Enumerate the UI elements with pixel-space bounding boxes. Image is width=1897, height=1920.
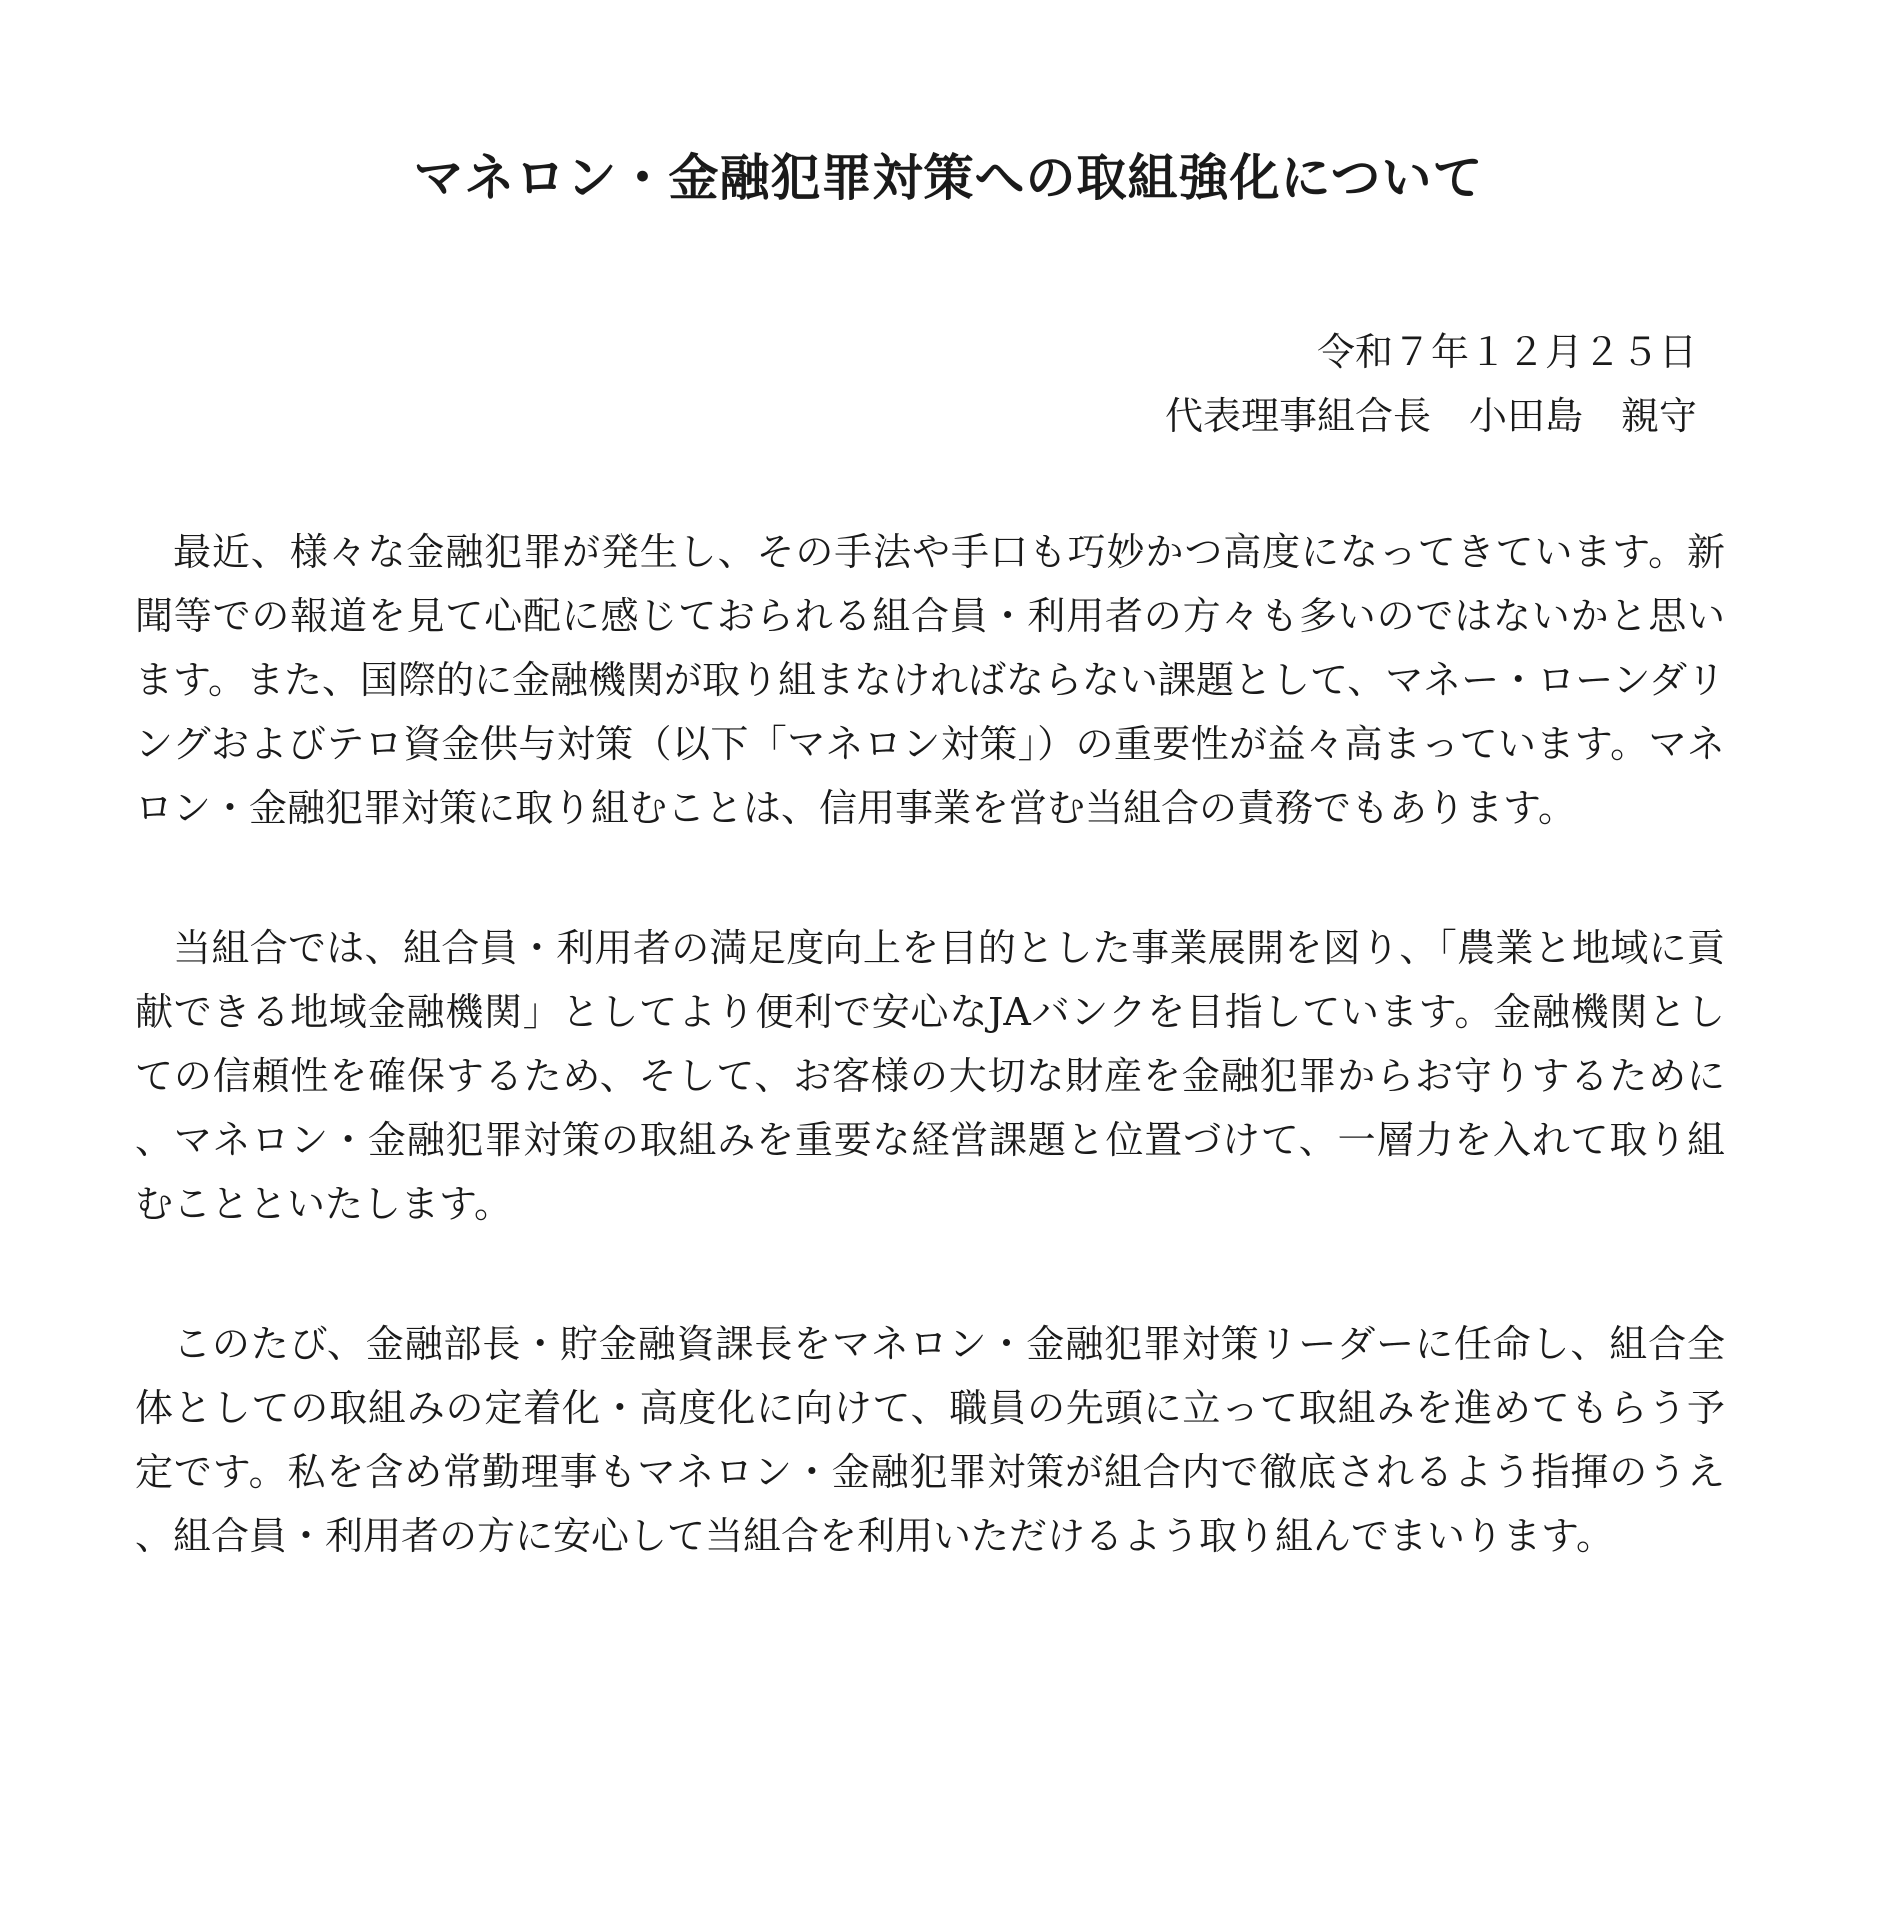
- paragraph-1: 最近、様々な金融犯罪が発生し、その手法や手口も巧妙かつ高度になってきています。新聞等での報道を見て心配に感じておられる組合員・利用者の方々も多いのではないかと思います。また、国際的に金融機関が取り組まなければならない課題として、マネー・ローンダリングおよびテロ資金供与対策（以下「マネロン対策」）の重要性が益々高まっています。マネロン・金融犯罪対策に取り組むことは、信用事業を営む当組合の責務でもあります。: [135, 530, 1725, 830]
- document-signatory: 代表理事組合長 小田島 親守: [1164, 394, 1697, 438]
- paragraph-3: このたび、金融部長・貯金融資課長をマネロン・金融犯罪対策リーダーに任命し、組合全体としての取組みの定着化・高度化に向けて、職員の先頭に立って取組みを進めてもらう予定です。私を含め常勤理事もマネロン・金融犯罪対策が組合内で徹底されるよう指揮のうえ、組合員・利用者の方に安心して当組合を利用いただけるよう取り組んでまいります。: [135, 1322, 1725, 1558]
- document-title: マネロン・金融犯罪対策への取組強化について: [413, 149, 1484, 207]
- document-body: [135, 520, 1725, 1644]
- paragraph-2: 当組合では、組合員・利用者の満足度向上を目的とした事業展開を図り、「農業と地域に貢献できる地域金融機関」としてより便利で安心なJAバンクを目指しています。金融機関としての信頼性を確保するため、そして、お客様の大切な財産を金融犯罪からお守りするために、マネロン・金融犯罪対策の取組みを重要な経営課題と位置づけて、一層力を入れて取り組むことといたします。: [135, 926, 1725, 1226]
- document-date: 令和７年１２月２５日: [1316, 330, 1697, 374]
- document-header-meta: [1165, 320, 1697, 448]
